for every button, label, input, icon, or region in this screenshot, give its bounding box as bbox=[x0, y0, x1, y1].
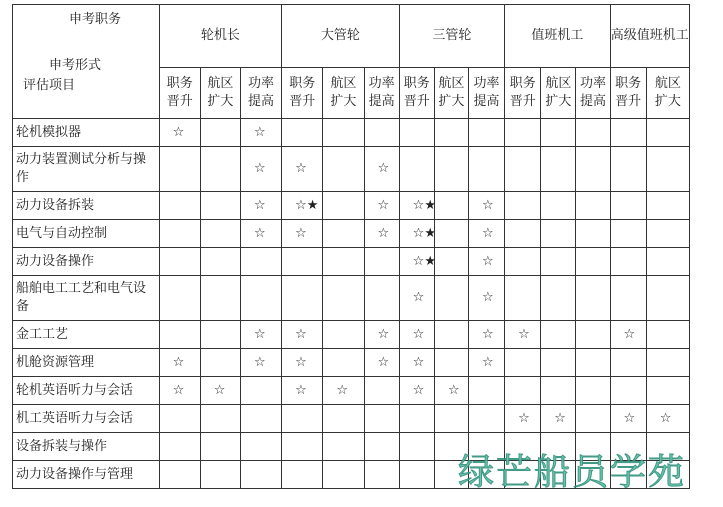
mark-cell: ☆ bbox=[646, 405, 689, 433]
mark-cell bbox=[323, 248, 364, 276]
row-item-label: 动力设备拆装 bbox=[13, 192, 160, 220]
mark-cell bbox=[576, 349, 610, 377]
mark-cell bbox=[576, 220, 610, 248]
row-item-label: 轮机英语听力与会话 bbox=[13, 377, 160, 405]
mark-cell bbox=[646, 377, 689, 405]
mark-cell bbox=[200, 147, 240, 192]
sub-header-cell bbox=[505, 68, 541, 119]
group-header-chief-engineer: 轮机长 bbox=[159, 5, 282, 68]
mark-cell bbox=[505, 349, 541, 377]
mark-cell bbox=[282, 248, 323, 276]
mark-cell bbox=[200, 321, 240, 349]
mark-cell bbox=[646, 248, 689, 276]
mark-cell bbox=[541, 321, 576, 349]
mark-cell bbox=[468, 377, 504, 405]
mark-cell bbox=[610, 147, 646, 192]
row-item-label: 机舱资源管理 bbox=[13, 349, 160, 377]
sub-header-label: 航区 bbox=[654, 76, 681, 91]
sub-header-cell bbox=[610, 68, 646, 119]
sub-header-label: 航区 bbox=[330, 76, 357, 91]
sub-header-label: 职务 bbox=[615, 76, 642, 91]
sub-header-cell bbox=[576, 68, 610, 119]
mark-cell bbox=[240, 433, 281, 461]
mark-cell: ☆ bbox=[240, 119, 281, 147]
mark-cell bbox=[610, 349, 646, 377]
mark-cell bbox=[541, 276, 576, 321]
mark-cell: ☆ bbox=[505, 405, 541, 433]
mark-cell: ☆ bbox=[240, 220, 281, 248]
mark-cell bbox=[364, 461, 399, 489]
sub-header-cell bbox=[364, 68, 399, 119]
mark-cell: ☆ bbox=[468, 276, 504, 321]
sub-header-cell bbox=[323, 68, 364, 119]
table-row bbox=[13, 192, 690, 220]
mark-cell bbox=[610, 276, 646, 321]
mark-cell bbox=[646, 321, 689, 349]
corner-form-label: 申考形式 bbox=[49, 58, 102, 73]
mark-cell: ☆ bbox=[282, 349, 323, 377]
mark-cell: ☆ bbox=[364, 220, 399, 248]
mark-cell bbox=[468, 147, 504, 192]
mark-cell bbox=[159, 192, 200, 220]
mark-cell bbox=[323, 321, 364, 349]
table-row bbox=[13, 147, 690, 192]
mark-cell: ☆ bbox=[323, 377, 364, 405]
mark-cell bbox=[576, 192, 610, 220]
mark-cell bbox=[323, 220, 364, 248]
mark-cell bbox=[610, 377, 646, 405]
mark-cell bbox=[434, 192, 468, 220]
group-header-second-engineer: 大管轮 bbox=[282, 5, 400, 68]
mark-cell bbox=[541, 192, 576, 220]
sub-header-label: 航区 bbox=[545, 76, 572, 91]
mark-cell bbox=[200, 119, 240, 147]
mark-cell: ☆★ bbox=[399, 192, 434, 220]
mark-cell bbox=[323, 192, 364, 220]
mark-cell bbox=[646, 119, 689, 147]
mark-cell: ☆ bbox=[399, 321, 434, 349]
mark-cell bbox=[282, 119, 323, 147]
mark-cell bbox=[323, 461, 364, 489]
sub-header-cell bbox=[399, 68, 434, 119]
group-header-third-engineer: 三管轮 bbox=[399, 5, 504, 68]
mark-cell bbox=[323, 147, 364, 192]
mark-cell bbox=[323, 119, 364, 147]
mark-cell bbox=[646, 192, 689, 220]
table-row bbox=[13, 220, 690, 248]
mark-cell: ☆ bbox=[468, 192, 504, 220]
mark-cell bbox=[159, 276, 200, 321]
mark-cell bbox=[434, 248, 468, 276]
mark-cell bbox=[240, 377, 281, 405]
mark-cell bbox=[434, 405, 468, 433]
sub-header-label: 职务 bbox=[509, 76, 536, 91]
mark-cell: ☆ bbox=[364, 349, 399, 377]
mark-cell bbox=[282, 433, 323, 461]
corner-item-label: 评估项目 bbox=[23, 78, 76, 93]
mark-cell bbox=[159, 433, 200, 461]
mark-cell bbox=[364, 248, 399, 276]
sub-header-label: 功率 bbox=[579, 76, 606, 91]
sub-header-cell bbox=[159, 68, 200, 119]
mark-cell bbox=[364, 119, 399, 147]
mark-cell bbox=[541, 349, 576, 377]
sub-header-label: 职务 bbox=[289, 76, 316, 91]
mark-cell: ☆★ bbox=[282, 192, 323, 220]
mark-cell bbox=[541, 147, 576, 192]
mark-cell bbox=[541, 248, 576, 276]
mark-cell bbox=[159, 405, 200, 433]
mark-cell bbox=[282, 276, 323, 321]
mark-cell: ☆ bbox=[399, 349, 434, 377]
sub-header-label: 提高 bbox=[473, 94, 500, 109]
evaluation-table bbox=[12, 4, 690, 489]
mark-cell bbox=[240, 461, 281, 489]
sub-header-label: 功率 bbox=[248, 76, 275, 91]
sub-header-label: 晋升 bbox=[166, 94, 193, 109]
mark-cell bbox=[434, 147, 468, 192]
mark-cell bbox=[399, 461, 434, 489]
sub-header-label: 扩大 bbox=[330, 94, 357, 109]
mark-cell bbox=[434, 349, 468, 377]
row-item-label: 设备拆装与操作 bbox=[13, 433, 160, 461]
mark-cell bbox=[200, 433, 240, 461]
mark-cell: ☆ bbox=[282, 220, 323, 248]
row-item-label: 机工英语听力与会话 bbox=[13, 405, 160, 433]
sub-header-label: 功率 bbox=[368, 76, 395, 91]
mark-cell: ☆ bbox=[364, 147, 399, 192]
mark-cell: ☆ bbox=[610, 405, 646, 433]
row-item-label: 船舶电工工艺和电气设备 bbox=[13, 276, 160, 321]
mark-cell bbox=[505, 248, 541, 276]
sub-header-cell bbox=[646, 68, 689, 119]
mark-cell bbox=[541, 377, 576, 405]
mark-cell bbox=[434, 276, 468, 321]
sub-header-cell bbox=[200, 68, 240, 119]
mark-cell bbox=[576, 276, 610, 321]
mark-cell: ☆ bbox=[399, 276, 434, 321]
mark-cell bbox=[541, 220, 576, 248]
mark-cell bbox=[576, 321, 610, 349]
sub-header-label: 晋升 bbox=[615, 94, 642, 109]
mark-cell bbox=[576, 405, 610, 433]
row-item-label: 金工工艺 bbox=[13, 321, 160, 349]
mark-cell bbox=[576, 377, 610, 405]
row-item-label: 动力装置测试分析与操作 bbox=[13, 147, 160, 192]
sub-header-label: 职务 bbox=[403, 76, 430, 91]
table-row bbox=[13, 349, 690, 377]
table-row bbox=[13, 377, 690, 405]
mark-cell bbox=[434, 321, 468, 349]
mark-cell bbox=[576, 119, 610, 147]
mark-cell: ☆ bbox=[610, 321, 646, 349]
mark-cell bbox=[159, 248, 200, 276]
mark-cell: ☆ bbox=[240, 349, 281, 377]
mark-cell bbox=[399, 147, 434, 192]
sub-header-label: 晋升 bbox=[509, 94, 536, 109]
mark-cell: ☆ bbox=[505, 321, 541, 349]
sub-header-label: 航区 bbox=[438, 76, 465, 91]
mark-cell bbox=[240, 248, 281, 276]
mark-cell bbox=[505, 276, 541, 321]
row-item-label: 电气与自动控制 bbox=[13, 220, 160, 248]
sub-header-label: 提高 bbox=[248, 94, 275, 109]
row-item-label: 动力设备操作与管理 bbox=[13, 461, 160, 489]
mark-cell: ☆ bbox=[468, 220, 504, 248]
mark-cell bbox=[159, 461, 200, 489]
sub-header-label: 提高 bbox=[368, 94, 395, 109]
group-header-watch-rating: 值班机工 bbox=[505, 5, 610, 68]
row-item-label: 轮机模拟器 bbox=[13, 119, 160, 147]
mark-cell bbox=[323, 349, 364, 377]
sub-header-label: 晋升 bbox=[289, 94, 316, 109]
mark-cell bbox=[200, 248, 240, 276]
mark-cell: ☆ bbox=[468, 349, 504, 377]
mark-cell bbox=[399, 405, 434, 433]
mark-cell bbox=[200, 405, 240, 433]
mark-cell bbox=[505, 147, 541, 192]
mark-cell: ☆ bbox=[200, 377, 240, 405]
mark-cell bbox=[610, 220, 646, 248]
sub-header-label: 职务 bbox=[166, 76, 193, 91]
sub-header-cell bbox=[434, 68, 468, 119]
mark-cell bbox=[576, 248, 610, 276]
mark-cell bbox=[364, 433, 399, 461]
sub-header-cell bbox=[282, 68, 323, 119]
mark-cell: ☆ bbox=[282, 377, 323, 405]
mark-cell bbox=[576, 147, 610, 192]
mark-cell bbox=[610, 119, 646, 147]
mark-cell: ☆ bbox=[282, 321, 323, 349]
sub-header-label: 扩大 bbox=[654, 94, 681, 109]
mark-cell: ☆ bbox=[468, 321, 504, 349]
mark-cell: ☆ bbox=[240, 192, 281, 220]
mark-cell: ☆ bbox=[282, 147, 323, 192]
mark-cell bbox=[200, 220, 240, 248]
mark-cell bbox=[646, 276, 689, 321]
mark-cell: ☆ bbox=[240, 147, 281, 192]
mark-cell bbox=[364, 377, 399, 405]
mark-cell bbox=[505, 119, 541, 147]
mark-cell bbox=[646, 349, 689, 377]
mark-cell bbox=[159, 147, 200, 192]
mark-cell: ☆ bbox=[240, 321, 281, 349]
mark-cell bbox=[200, 192, 240, 220]
mark-cell: ☆ bbox=[159, 119, 200, 147]
mark-cell bbox=[323, 405, 364, 433]
mark-cell bbox=[364, 405, 399, 433]
sub-header-label: 航区 bbox=[207, 76, 234, 91]
mark-cell: ☆ bbox=[159, 349, 200, 377]
mark-cell bbox=[505, 377, 541, 405]
table-row bbox=[13, 405, 690, 433]
mark-cell: ☆ bbox=[434, 377, 468, 405]
mark-cell: ☆ bbox=[364, 192, 399, 220]
mark-cell bbox=[434, 119, 468, 147]
mark-cell bbox=[468, 405, 504, 433]
header-corner-cell bbox=[13, 5, 160, 119]
watermark-logo: 绿芒船员学苑 bbox=[458, 452, 687, 493]
table-row bbox=[13, 119, 690, 147]
mark-cell bbox=[646, 220, 689, 248]
mark-cell bbox=[200, 461, 240, 489]
group-header-senior-watch-rating: 高级值班机工 bbox=[610, 5, 689, 68]
mark-cell bbox=[434, 220, 468, 248]
mark-cell bbox=[541, 119, 576, 147]
mark-cell bbox=[200, 276, 240, 321]
sub-header-cell bbox=[240, 68, 281, 119]
mark-cell bbox=[282, 461, 323, 489]
mark-cell bbox=[159, 220, 200, 248]
mark-cell: ☆ bbox=[364, 321, 399, 349]
mark-cell: ☆ bbox=[468, 248, 504, 276]
corner-duty-label: 申考职务 bbox=[69, 12, 122, 27]
mark-cell bbox=[240, 276, 281, 321]
sub-header-label: 功率 bbox=[473, 76, 500, 91]
mark-cell: ☆★ bbox=[399, 220, 434, 248]
mark-cell bbox=[646, 147, 689, 192]
mark-cell bbox=[610, 248, 646, 276]
mark-cell: ☆★ bbox=[399, 248, 434, 276]
mark-cell bbox=[323, 276, 364, 321]
mark-cell bbox=[505, 220, 541, 248]
sub-header-cell bbox=[468, 68, 504, 119]
table-row bbox=[13, 321, 690, 349]
table-row bbox=[13, 276, 690, 321]
mark-cell bbox=[399, 119, 434, 147]
row-item-label: 动力设备操作 bbox=[13, 248, 160, 276]
mark-cell bbox=[323, 433, 364, 461]
sub-header-label: 提高 bbox=[579, 94, 606, 109]
mark-cell: ☆ bbox=[399, 377, 434, 405]
mark-cell bbox=[399, 433, 434, 461]
mark-cell bbox=[610, 192, 646, 220]
mark-cell bbox=[505, 192, 541, 220]
mark-cell bbox=[282, 405, 323, 433]
mark-cell: ☆ bbox=[541, 405, 576, 433]
mark-cell bbox=[364, 276, 399, 321]
sub-header-label: 扩大 bbox=[545, 94, 572, 109]
sub-header-label: 扩大 bbox=[438, 94, 465, 109]
mark-cell bbox=[200, 349, 240, 377]
mark-cell: ☆ bbox=[159, 377, 200, 405]
mark-cell bbox=[240, 405, 281, 433]
mark-cell bbox=[468, 119, 504, 147]
sub-header-label: 晋升 bbox=[403, 94, 430, 109]
sub-header-cell bbox=[541, 68, 576, 119]
mark-cell bbox=[159, 321, 200, 349]
table-row bbox=[13, 248, 690, 276]
sub-header-label: 扩大 bbox=[207, 94, 234, 109]
